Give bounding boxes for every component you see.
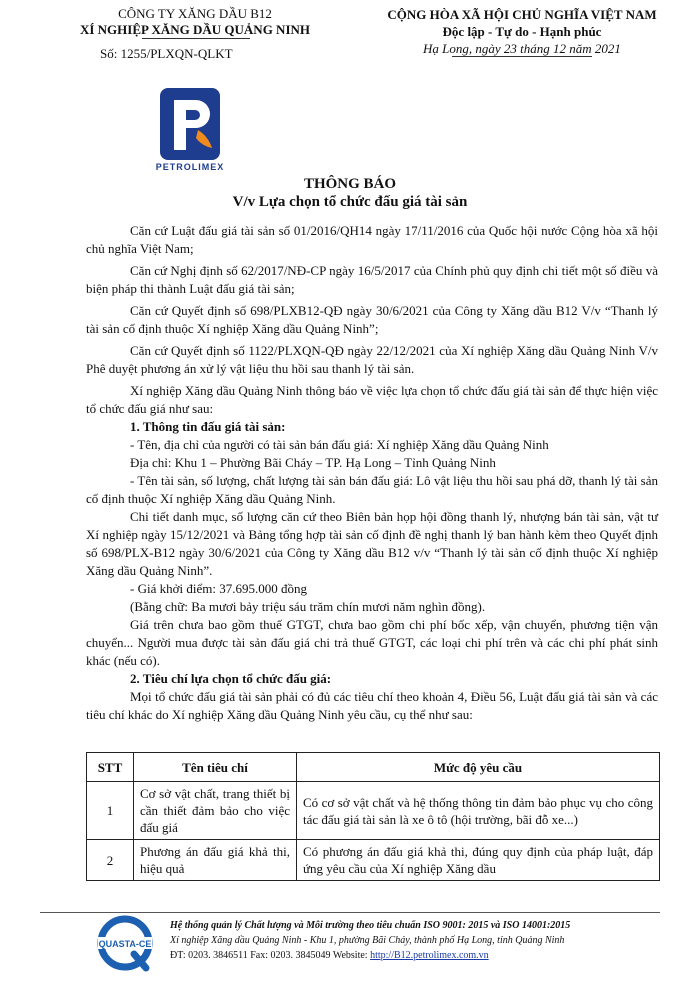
asset-owner: - Tên, địa chỉ của người có tài sản bán đấu giá: Xí nghiệp Xăng dầu Quảng Ninh [130,437,549,452]
row-requirement: Có phương án đấu giá khả thi, đúng quy định của pháp luật, đáp ứng yêu cầu của Xí nghiệp Xăng dầu [297,840,660,881]
footer-iso-line: Hệ thống quản lý Chất lượng và Môi trường theo tiêu chuẩn ISO 9001: 2015 và ISO 14001:2015 [170,920,571,931]
asset-detail: Chi tiết danh mục, số lượng căn cứ theo Biên bản họp hội đồng thanh lý, nhượng bán tài sản, vật tư Xí nghiệp ngày 15/12/2021 và Bảng tổng hợp tài sản cố định đề nghị thanh lý ban hành kèm theo Quyết định số 698/PLX-B12 ngày 30/6/2021 của Công ty Xăng dầu B12 v/v “Thanh lý tài sản cố định thuộc Xí nghiệp Xăng dầu Quảng Ninh”. [86,509,658,578]
motto-underline [452,56,592,57]
table-row [87,782,660,840]
issuer-underline [142,38,250,39]
section-1-heading: 1. Thông tin đấu giá tài sản: [130,419,286,434]
footer-contact-line [170,948,680,963]
intro-paragraph: Xí nghiệp Xăng dầu Quảng Ninh thông báo về việc lựa chọn tổ chức đấu giá tài sản để thực hiện việc tổ chức đấu giá như sau: [86,383,658,416]
tax-note: Giá trên chưa bao gồm thuế GTGT, chưa bao gồm chi phí bốc xếp, vận chuyển, phương tiện vận chuyển... Người mua được tài sản đấu giá chi trả thuế GTGT, các loại chi phí trên và các chi phí phát sinh khác (nếu có). [86,617,658,668]
petrolimex-logo-icon [140,84,240,164]
legal-basis-2: Căn cứ Nghị định số 62/2017/NĐ-CP ngày 16/5/2017 của Chính phủ quy định chi tiết một số điều và biện pháp thi thành Luật đấu giá tài sản; [86,263,658,296]
country-name: CỘNG HÒA XÃ HỘI CHỦ NGHĨA VIỆT NAM [387,7,657,22]
document-number: Số: 1255/PLXQN-QLKT [100,46,233,61]
col-stt: STT [87,753,134,782]
footer-address-line: Xí nghiệp Xăng dầu Quảng Ninh - Khu 1, phường Bãi Cháy, thành phố Hạ Long, tỉnh Quảng Ninh [170,935,565,946]
issuer-block [60,6,330,38]
row-criterion: Phương án đấu giá khả thi, hiệu quả [134,840,297,881]
criteria-table [86,752,660,881]
asset-description: - Tên tài sản, số lượng, chất lượng tài sản bán đấu giá: Lô vật liệu thu hồi sau phá dỡ, thanh lý tài sản cố định thuộc Xí nghiệp Xăng dầu Quảng Ninh. [86,473,658,506]
legal-basis-1: Căn cứ Luật đấu giá tài sản số 01/2016/QH14 ngày 17/11/2016 của Quốc hội nước Cộng hòa xã hội chủ nghĩa Việt Nam; [86,223,658,256]
starting-price-words: (Bằng chữ: Ba mươi bảy triệu sáu trăm chín mươi năm nghìn đồng). [130,599,486,614]
table-header-row [87,753,660,782]
section-2-heading: 2. Tiêu chí lựa chọn tổ chức đấu giá: [130,671,332,686]
footer-phone-fax: ĐT: 0203. 3846511 Fax: 0203. 3845049 Website: [170,950,371,961]
quasta-logo-text: QUASTA-CE [98,939,152,949]
footer [170,918,680,963]
document-title: THÔNG BÁO [303,176,397,192]
quasta-certification-logo-icon [96,914,154,974]
row-criterion: Cơ sở vật chất, trang thiết bị cần thiết đảm bảo cho việc đấu giá [134,782,297,840]
col-requirement: Mức độ yêu cầu [297,753,660,782]
legal-basis-3: Căn cứ Quyết định số 698/PLXB12-QĐ ngày 30/6/2021 của Công ty Xăng dầu B12 V/v “Thanh lý tài sản cố định thuộc Xí nghiệp Xăng dầu Quảng Ninh”; [86,303,658,336]
branch-name: XÍ NGHIỆP XĂNG DẦU QUẢNG NINH [79,22,311,37]
place-date: Hạ Long, ngày 23 tháng 12 năm 2021 [423,41,621,56]
website-link[interactable]: http://B12.petrolimex.com.vn [370,950,489,961]
table-row [87,840,660,881]
legal-basis-4: Căn cứ Quyết định số 1122/PLXQN-QĐ ngày 22/12/2021 của Xí nghiệp Xăng dầu Quảng Ninh V/v Phê duyệt phương án xử lý vật liệu thu hồi sau thanh lý tài sản. [86,343,658,376]
national-header [352,6,692,57]
logo-wordmark: PETROLIMEX [155,162,225,172]
starting-price: - Giá khởi điểm: 37.695.000 đồng [130,581,307,596]
document-subtitle: V/v Lựa chọn tổ chức đấu giá tài sản [232,194,468,210]
criteria-intro: Mọi tổ chức đấu giá tài sản phải có đủ các tiêu chí theo khoản 4, Điều 56, Luật đấu giá tài sản và các tiêu chí khác do Xí nghiệp Xăng dầu Quảng Ninh yêu cầu, cụ thể như sau: [86,689,658,722]
row-stt: 2 [87,840,134,881]
company-name: CÔNG TY XĂNG DẦU B12 [118,6,272,21]
col-criterion: Tên tiêu chí [134,753,297,782]
row-requirement: Có cơ sở vật chất và hệ thống thông tin đảm bảo phục vụ cho công tác đấu giá tài sản là xe ô tô (hội trường, bãi đỗ xe...) [297,782,660,840]
owner-address: Địa chỉ: Khu 1 – Phường Bãi Cháy – TP. Hạ Long – Tỉnh Quảng Ninh [130,455,496,470]
footer-divider [40,912,660,913]
national-motto: Độc lập - Tự do - Hạnh phúc [442,24,602,39]
document-body [86,222,658,724]
row-stt: 1 [87,782,134,840]
